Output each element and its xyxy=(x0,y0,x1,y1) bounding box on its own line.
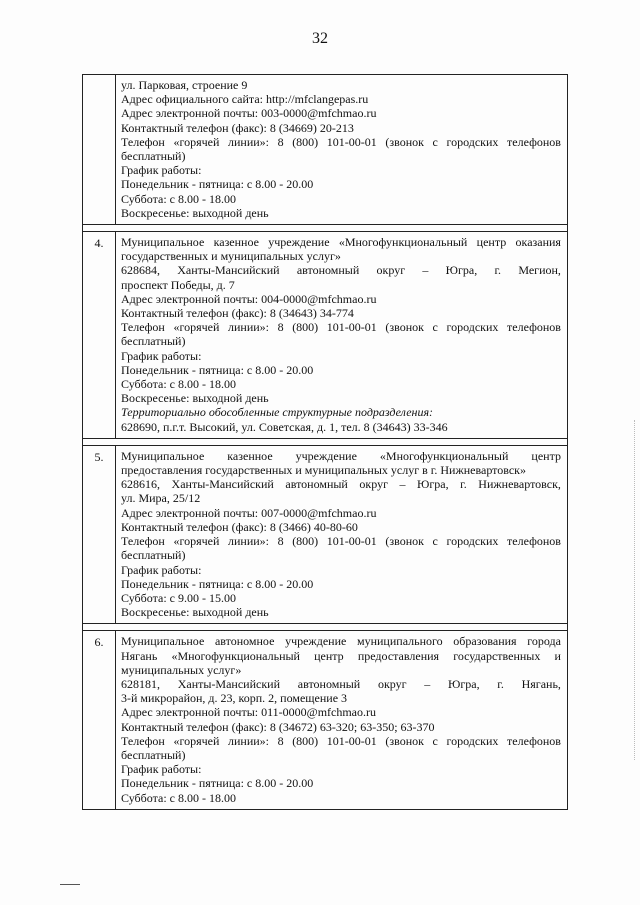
text-line: Адрес электронной почты: 004-0000@mfchmao.ru xyxy=(121,291,377,306)
text-line-justified xyxy=(121,477,561,491)
word: с xyxy=(432,733,438,748)
text-line: Воскресенье: выходной день xyxy=(121,605,269,620)
table-row xyxy=(83,232,568,439)
word: городских xyxy=(446,733,499,748)
word: «горячей xyxy=(173,733,220,748)
word: Мегион, xyxy=(518,263,561,278)
row-number: 6. xyxy=(83,631,116,809)
row-separator xyxy=(83,624,568,631)
page-number: 32 xyxy=(312,30,328,47)
word: линии»: xyxy=(227,320,269,335)
word: линии»: xyxy=(227,134,269,149)
text-line: ул. Парковая, строение 9 xyxy=(121,78,248,92)
word: 8 xyxy=(277,320,284,335)
word: г. xyxy=(460,477,467,492)
word: «Многофункциональный xyxy=(379,448,509,463)
word: 628181, xyxy=(121,676,160,691)
text-line-justified xyxy=(121,449,561,463)
text-line-justified xyxy=(121,263,561,277)
word: Телефон xyxy=(121,320,165,335)
word: учреждение xyxy=(268,235,330,250)
word: Югра, xyxy=(445,263,478,278)
word: муниципального xyxy=(356,634,443,649)
subsection-heading: Территориально обособленные структурные подразделения: xyxy=(121,405,434,420)
text-line: График работы: xyxy=(121,562,202,577)
row-content xyxy=(116,445,568,623)
word: «горячей xyxy=(173,534,220,549)
word: автономный xyxy=(296,263,360,278)
row-number: 5. xyxy=(83,445,116,623)
word: предоставления xyxy=(357,648,440,663)
word: центр xyxy=(476,235,507,250)
word: 8 xyxy=(277,733,284,748)
text-line: Контактный телефон (факс): 8 (34669) 20-213 xyxy=(121,120,354,135)
text-line: Контактный телефон (факс): 8 (3466) 40-80-60 xyxy=(121,519,358,534)
row-separator xyxy=(83,225,568,232)
word: с xyxy=(432,534,438,549)
text-line-justified xyxy=(121,634,561,648)
text-line: бесплатный) xyxy=(121,149,186,164)
text-line: Понедельник - пятница: с 8.00 - 20.00 xyxy=(121,177,314,192)
word: 628684, xyxy=(121,263,160,278)
word: и xyxy=(554,648,561,663)
word: Муниципальное xyxy=(121,634,205,649)
word: 101-00-01 xyxy=(326,534,377,549)
word: телефонов xyxy=(507,534,561,549)
text-line: предоставления государственных и муниципальных услуг в г. Нижневартовск» xyxy=(121,463,526,478)
word: «горячей xyxy=(173,320,220,335)
word: 101-00-01 xyxy=(326,134,377,149)
word: телефонов xyxy=(507,733,561,748)
word: округ xyxy=(376,263,406,278)
word: казенное xyxy=(213,235,259,250)
word: городских xyxy=(446,534,499,549)
text-line: Суббота: с 8.00 - 18.00 xyxy=(121,377,236,392)
row-content xyxy=(116,631,568,809)
word: Ханты-Мансийский xyxy=(177,676,281,691)
text-line: бесплатный) xyxy=(121,747,186,762)
word: (звонок xyxy=(385,534,424,549)
scan-edge-artifact xyxy=(634,420,635,760)
row-number xyxy=(83,75,116,225)
text-line-justified xyxy=(121,649,561,663)
word: центр xyxy=(314,648,344,663)
word: г. xyxy=(497,676,504,691)
word: оказания xyxy=(515,235,561,250)
word: 101-00-01 xyxy=(326,320,377,335)
text-line: Адрес электронной почты: 007-0000@mfchmao.ru xyxy=(121,505,377,520)
text-line: проспект Победы, д. 7 xyxy=(121,277,235,292)
text-line: График работы: xyxy=(121,762,202,777)
word: государственных xyxy=(453,648,541,663)
word: Ханты-Мансийский xyxy=(177,263,280,278)
text-line-justified xyxy=(121,235,561,249)
text-line: бесплатный) xyxy=(121,548,186,563)
word: 101-00-01 xyxy=(326,733,377,748)
word: Муниципальное xyxy=(121,235,205,250)
text-line-justified xyxy=(121,534,561,548)
word: городских xyxy=(446,134,499,149)
word: учреждение xyxy=(295,448,357,463)
text-line: Адрес электронной почты: 011-0000@mfchmao.ru xyxy=(121,705,376,720)
word: Нягань, xyxy=(521,676,561,691)
text-line: График работы: xyxy=(121,348,202,363)
text-line: Контактный телефон (факс): 8 (34643) 34-774 xyxy=(121,306,354,321)
table-row xyxy=(83,75,568,225)
word: центр xyxy=(531,448,561,463)
word: образования xyxy=(453,634,517,649)
text-line: Адрес официального сайта: http://mfclangepas.ru xyxy=(121,92,369,107)
word: автономный xyxy=(297,676,361,691)
text-line: Понедельник - пятница: с 8.00 - 20.00 xyxy=(121,576,314,591)
text-line: Суббота: с 8.00 - 18.00 xyxy=(121,191,236,206)
word: Телефон xyxy=(121,134,165,149)
text-line: Суббота: с 8.00 - 18.00 xyxy=(121,790,236,805)
word: города xyxy=(527,634,561,649)
word: Югра, xyxy=(447,676,480,691)
word: (800) xyxy=(292,320,319,335)
text-line-justified xyxy=(121,734,561,748)
word: автономный xyxy=(285,477,348,492)
text-line: Понедельник - пятница: с 8.00 - 20.00 xyxy=(121,776,314,791)
text-line-justified xyxy=(121,677,561,691)
text-line: Контактный телефон (факс): 8 (34672) 63-320; 63-350; 63-370 xyxy=(121,719,435,734)
text-line: бесплатный) xyxy=(121,334,186,349)
word: линии»: xyxy=(227,534,269,549)
word: г. xyxy=(494,263,502,278)
text-line: Воскресенье: выходной день xyxy=(121,205,269,220)
text-line: Понедельник - пятница: с 8.00 - 20.00 xyxy=(121,362,314,377)
text-line: Суббота: с 9.00 - 15.00 xyxy=(121,590,236,605)
word: Нижневартовск, xyxy=(478,477,561,492)
word: с xyxy=(432,320,438,335)
footer-rule xyxy=(60,884,80,885)
word: – xyxy=(424,676,431,691)
word: телефонов xyxy=(507,320,561,335)
row-content xyxy=(116,232,568,439)
table-row xyxy=(83,631,568,809)
text-line: муниципальных услуг» xyxy=(121,662,242,677)
word: городских xyxy=(446,320,499,335)
word: (800) xyxy=(292,534,319,549)
word: Телефон xyxy=(121,534,165,549)
word: (800) xyxy=(292,134,319,149)
word: «Многофункциональный xyxy=(171,648,300,663)
word: 8 xyxy=(277,534,284,549)
word: с xyxy=(432,134,438,149)
word: 628616, xyxy=(121,477,160,492)
word: казенное xyxy=(227,448,273,463)
text-line: ул. Мира, 25/12 xyxy=(121,491,201,506)
word: – xyxy=(422,263,429,278)
word: округ xyxy=(359,477,388,492)
word: Телефон xyxy=(121,733,165,748)
word: Югра, xyxy=(417,477,449,492)
row-content xyxy=(116,75,568,225)
word: (800) xyxy=(292,733,319,748)
word: линии»: xyxy=(227,733,269,748)
word: «Многофункциональный xyxy=(338,235,468,250)
word: Муниципальное xyxy=(121,448,205,463)
text-line: Воскресенье: выходной день xyxy=(121,391,269,406)
word: «горячей xyxy=(173,134,220,149)
mfc-list-table xyxy=(82,74,568,810)
word: телефонов xyxy=(507,134,561,149)
text-line: 3-й микрорайон, д. 23, корп. 2, помещение 3 xyxy=(121,691,348,706)
word: автономное xyxy=(214,634,275,649)
word: 8 xyxy=(277,134,284,149)
word: Ханты-Мансийский xyxy=(171,477,274,492)
word: (звонок xyxy=(385,134,424,149)
table-row xyxy=(83,445,568,623)
word: Нягань xyxy=(121,648,158,663)
word: – xyxy=(399,477,406,492)
text-line: 628690, п.г.т. Высокий, ул. Советская, д. 1, тел. 8 (34643) 33-346 xyxy=(121,419,448,434)
text-line: Адрес электронной почты: 003-0000@mfchmao.ru xyxy=(121,106,377,121)
word: (звонок xyxy=(385,320,424,335)
row-separator xyxy=(83,438,568,445)
text-line-justified xyxy=(121,135,561,149)
text-line: государственных и муниципальных услуг» xyxy=(121,249,341,264)
text-line: График работы: xyxy=(121,163,202,178)
row-number: 4. xyxy=(83,232,116,439)
text-line-justified xyxy=(121,320,561,334)
word: (звонок xyxy=(385,733,424,748)
word: учреждение xyxy=(285,634,347,649)
word: округ xyxy=(377,676,407,691)
